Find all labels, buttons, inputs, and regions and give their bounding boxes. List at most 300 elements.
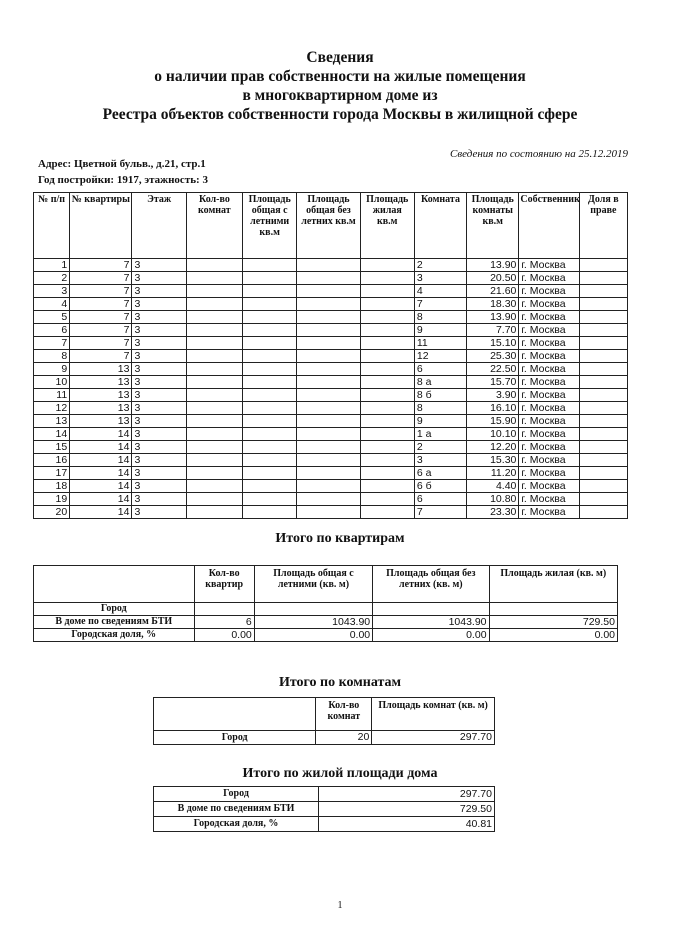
floor: 3 bbox=[132, 415, 186, 428]
empty-cell bbox=[186, 337, 242, 350]
empty-cell bbox=[360, 272, 414, 285]
empty-cell bbox=[297, 428, 360, 441]
apartment-number: 14 bbox=[70, 441, 132, 454]
owner: г. Москва bbox=[519, 298, 579, 311]
floor: 3 bbox=[132, 298, 186, 311]
empty-cell bbox=[360, 454, 414, 467]
row-number: 8 bbox=[34, 350, 70, 363]
room-area: 10.10 bbox=[467, 428, 519, 441]
row-number: 2 bbox=[34, 272, 70, 285]
row-number: 18 bbox=[34, 480, 70, 493]
share bbox=[579, 480, 627, 493]
empty-cell bbox=[243, 415, 297, 428]
apartment-number: 13 bbox=[70, 415, 132, 428]
owner: г. Москва bbox=[519, 311, 579, 324]
empty-cell bbox=[243, 324, 297, 337]
empty-cell bbox=[360, 350, 414, 363]
share bbox=[579, 493, 627, 506]
title-line-4: Реестра объектов собственности города Москвы в жилищной сфере bbox=[102, 106, 578, 123]
empty-cell bbox=[186, 285, 242, 298]
empty-cell bbox=[297, 389, 360, 402]
floor: 3 bbox=[132, 350, 186, 363]
rooms-table bbox=[33, 192, 628, 519]
row-number: 4 bbox=[34, 298, 70, 311]
room-number: 6 bbox=[414, 363, 466, 376]
empty-cell bbox=[360, 259, 414, 272]
totals-living-table bbox=[153, 786, 495, 832]
empty-cell bbox=[243, 376, 297, 389]
floor: 3 bbox=[132, 454, 186, 467]
share bbox=[579, 428, 627, 441]
empty-cell bbox=[243, 493, 297, 506]
share bbox=[579, 467, 627, 480]
table-row bbox=[154, 817, 495, 832]
table-row bbox=[34, 467, 628, 480]
room-area: 15.90 bbox=[467, 415, 519, 428]
empty-cell bbox=[243, 337, 297, 350]
empty-cell bbox=[243, 311, 297, 324]
empty-cell bbox=[297, 441, 360, 454]
empty-cell bbox=[360, 376, 414, 389]
value-cell: 6 bbox=[194, 616, 254, 629]
row-label: Город bbox=[154, 731, 316, 745]
empty-cell bbox=[360, 441, 414, 454]
floor-header: Этаж bbox=[132, 193, 186, 259]
room-number: 8 б bbox=[414, 389, 466, 402]
empty-cell bbox=[186, 298, 242, 311]
value-cell: 0.00 bbox=[194, 629, 254, 642]
empty-cell bbox=[243, 363, 297, 376]
value-cell: 729.50 bbox=[489, 616, 617, 629]
owner: г. Москва bbox=[519, 402, 579, 415]
floor: 3 bbox=[132, 389, 186, 402]
table-row bbox=[34, 389, 628, 402]
row-number: 6 bbox=[34, 324, 70, 337]
room-number: 2 bbox=[414, 259, 466, 272]
room-area: 13.90 bbox=[467, 259, 519, 272]
owner: г. Москва bbox=[519, 480, 579, 493]
empty-cell bbox=[186, 454, 242, 467]
share bbox=[579, 350, 627, 363]
apartment-number: 14 bbox=[70, 428, 132, 441]
apartment-number: 7 bbox=[70, 337, 132, 350]
room-number: 12 bbox=[414, 350, 466, 363]
room-area: 22.50 bbox=[467, 363, 519, 376]
empty-cell bbox=[243, 454, 297, 467]
share bbox=[579, 454, 627, 467]
share bbox=[579, 311, 627, 324]
empty-cell bbox=[186, 402, 242, 415]
room-number: 9 bbox=[414, 324, 466, 337]
owner-header: Собственник bbox=[519, 193, 579, 259]
empty-cell bbox=[297, 324, 360, 337]
empty-cell bbox=[360, 506, 414, 519]
apartment-number: 14 bbox=[70, 493, 132, 506]
share bbox=[579, 402, 627, 415]
room-area: 15.30 bbox=[467, 454, 519, 467]
document-title bbox=[0, 48, 680, 124]
room-area-header: Площадь комнат (кв. м) bbox=[372, 698, 495, 731]
empty-cell bbox=[360, 428, 414, 441]
value-cell: 0.00 bbox=[254, 629, 372, 642]
empty-cell bbox=[186, 428, 242, 441]
build-info: Год постройки: 1917, этажность: 3 bbox=[38, 174, 208, 186]
owner: г. Москва bbox=[519, 285, 579, 298]
table-row bbox=[34, 337, 628, 350]
floor: 3 bbox=[132, 337, 186, 350]
apartment-number: 7 bbox=[70, 285, 132, 298]
empty-cell bbox=[360, 324, 414, 337]
share bbox=[579, 415, 627, 428]
room-area: 12.20 bbox=[467, 441, 519, 454]
empty-cell bbox=[297, 415, 360, 428]
share bbox=[579, 298, 627, 311]
floor: 3 bbox=[132, 441, 186, 454]
empty-cell bbox=[186, 415, 242, 428]
table-row bbox=[34, 616, 618, 629]
title-line-2: о наличии прав собственности на жилые помещения bbox=[154, 68, 526, 85]
table-row bbox=[34, 506, 628, 519]
empty-cell bbox=[360, 337, 414, 350]
value-cell bbox=[254, 603, 372, 616]
title-line-3: в многоквартирном доме из bbox=[242, 87, 438, 104]
num-header: № п/п bbox=[34, 193, 70, 259]
room-count-value: 20 bbox=[316, 731, 372, 745]
apartment-number: 7 bbox=[70, 272, 132, 285]
empty-cell bbox=[243, 259, 297, 272]
row-number: 9 bbox=[34, 363, 70, 376]
row-number: 11 bbox=[34, 389, 70, 402]
room-area: 23.30 bbox=[467, 506, 519, 519]
room-area: 13.90 bbox=[467, 311, 519, 324]
floor: 3 bbox=[132, 324, 186, 337]
room-area: 25.30 bbox=[467, 350, 519, 363]
empty-cell bbox=[186, 272, 242, 285]
table-row bbox=[34, 493, 628, 506]
table-row bbox=[34, 272, 628, 285]
table-row bbox=[34, 350, 628, 363]
empty-cell bbox=[186, 376, 242, 389]
owner: г. Москва bbox=[519, 259, 579, 272]
empty-cell bbox=[243, 285, 297, 298]
row-number: 1 bbox=[34, 259, 70, 272]
empty-cell bbox=[297, 285, 360, 298]
floor: 3 bbox=[132, 493, 186, 506]
empty-cell bbox=[243, 298, 297, 311]
empty-cell bbox=[243, 272, 297, 285]
room-area: 21.60 bbox=[467, 285, 519, 298]
table-row bbox=[34, 603, 618, 616]
apartment-number: 13 bbox=[70, 376, 132, 389]
row-label: Город bbox=[34, 603, 195, 616]
row-label: Городская доля, % bbox=[34, 629, 195, 642]
table-row bbox=[154, 802, 495, 817]
room-number: 8 а bbox=[414, 376, 466, 389]
table-row bbox=[34, 285, 628, 298]
empty-cell bbox=[360, 467, 414, 480]
status-date: Сведения по состоянию на 25.12.2019 bbox=[450, 148, 628, 160]
empty-cell bbox=[297, 454, 360, 467]
apt-header: № квартиры bbox=[70, 193, 132, 259]
apartment-number: 7 bbox=[70, 350, 132, 363]
rooms-count-header: Кол-во комнат bbox=[186, 193, 242, 259]
empty-cell bbox=[360, 389, 414, 402]
empty-cell bbox=[360, 363, 414, 376]
empty-cell bbox=[186, 493, 242, 506]
table-row bbox=[154, 731, 495, 745]
living-area-header: Площадь жилая (кв. м) bbox=[489, 566, 617, 603]
empty-cell bbox=[186, 389, 242, 402]
row-number: 17 bbox=[34, 467, 70, 480]
owner: г. Москва bbox=[519, 428, 579, 441]
living-area-header: Площадь жилая кв.м bbox=[360, 193, 414, 259]
room-area: 18.30 bbox=[467, 298, 519, 311]
empty-cell bbox=[186, 311, 242, 324]
empty-cell bbox=[360, 480, 414, 493]
room-number: 7 bbox=[414, 298, 466, 311]
floor: 3 bbox=[132, 402, 186, 415]
totals-apartments-heading: Итого по квартирам bbox=[275, 531, 405, 546]
room-area: 15.10 bbox=[467, 337, 519, 350]
share bbox=[579, 376, 627, 389]
value-cell: 1043.90 bbox=[373, 616, 489, 629]
share bbox=[579, 285, 627, 298]
room-area-header: Площадь комнаты кв.м bbox=[467, 193, 519, 259]
table-row bbox=[154, 787, 495, 802]
row-number: 10 bbox=[34, 376, 70, 389]
floor: 3 bbox=[132, 272, 186, 285]
table-row bbox=[34, 415, 628, 428]
floor: 3 bbox=[132, 428, 186, 441]
empty-cell bbox=[360, 298, 414, 311]
owner: г. Москва bbox=[519, 337, 579, 350]
table-row bbox=[34, 259, 628, 272]
table-row bbox=[34, 480, 628, 493]
share-header: Доля в праве bbox=[579, 193, 627, 259]
row-number: 16 bbox=[34, 454, 70, 467]
empty-cell bbox=[297, 363, 360, 376]
empty-cell bbox=[297, 337, 360, 350]
table-row bbox=[34, 441, 628, 454]
area-with-summer-header: Площадь общая с летними кв.м bbox=[243, 193, 297, 259]
empty-cell bbox=[360, 311, 414, 324]
empty-cell bbox=[297, 311, 360, 324]
floor: 3 bbox=[132, 376, 186, 389]
page-number: 1 bbox=[337, 900, 343, 911]
room-area: 20.50 bbox=[467, 272, 519, 285]
empty-cell bbox=[360, 285, 414, 298]
address: Адрес: Цветной бульв., д.21, стр.1 bbox=[38, 158, 206, 170]
room-number: 3 bbox=[414, 272, 466, 285]
empty-cell bbox=[243, 402, 297, 415]
totals-living-heading: Итого по жилой площади дома bbox=[242, 766, 438, 781]
room-number: 11 bbox=[414, 337, 466, 350]
empty-cell bbox=[297, 350, 360, 363]
empty-cell bbox=[186, 259, 242, 272]
table-row bbox=[34, 311, 628, 324]
empty-header-cell bbox=[154, 698, 316, 731]
room-number: 8 bbox=[414, 311, 466, 324]
row-label: Город bbox=[154, 787, 319, 802]
empty-cell bbox=[243, 428, 297, 441]
share bbox=[579, 272, 627, 285]
owner: г. Москва bbox=[519, 376, 579, 389]
table-row bbox=[34, 454, 628, 467]
rooms-table-header bbox=[34, 193, 628, 259]
value-cell: 0.00 bbox=[373, 629, 489, 642]
apartment-number: 13 bbox=[70, 402, 132, 415]
room-area: 3.90 bbox=[467, 389, 519, 402]
empty-cell bbox=[243, 350, 297, 363]
room-number: 4 bbox=[414, 285, 466, 298]
room-number: 8 bbox=[414, 402, 466, 415]
empty-cell bbox=[297, 493, 360, 506]
row-number: 5 bbox=[34, 311, 70, 324]
apartment-number: 13 bbox=[70, 363, 132, 376]
owner: г. Москва bbox=[519, 389, 579, 402]
empty-cell bbox=[186, 480, 242, 493]
room-header: Комната bbox=[414, 193, 466, 259]
empty-cell bbox=[243, 441, 297, 454]
room-number: 2 bbox=[414, 441, 466, 454]
apt-count-header: Кол-во квартир bbox=[194, 566, 254, 603]
owner: г. Москва bbox=[519, 467, 579, 480]
row-label: В доме по сведениям БТИ bbox=[154, 802, 319, 817]
owner: г. Москва bbox=[519, 454, 579, 467]
apartment-number: 7 bbox=[70, 311, 132, 324]
floor: 3 bbox=[132, 467, 186, 480]
apartment-number: 13 bbox=[70, 389, 132, 402]
apartment-number: 14 bbox=[70, 454, 132, 467]
share bbox=[579, 441, 627, 454]
floor: 3 bbox=[132, 259, 186, 272]
empty-cell bbox=[243, 389, 297, 402]
owner: г. Москва bbox=[519, 441, 579, 454]
room-number: 3 bbox=[414, 454, 466, 467]
apartment-number: 14 bbox=[70, 506, 132, 519]
empty-cell bbox=[243, 480, 297, 493]
share bbox=[579, 363, 627, 376]
share bbox=[579, 337, 627, 350]
room-number: 9 bbox=[414, 415, 466, 428]
apartment-number: 7 bbox=[70, 324, 132, 337]
room-number: 7 bbox=[414, 506, 466, 519]
row-number: 13 bbox=[34, 415, 70, 428]
empty-cell bbox=[297, 272, 360, 285]
value-cell bbox=[194, 603, 254, 616]
share bbox=[579, 324, 627, 337]
table-row bbox=[34, 324, 628, 337]
owner: г. Москва bbox=[519, 415, 579, 428]
apartment-number: 14 bbox=[70, 467, 132, 480]
table-row bbox=[34, 363, 628, 376]
table-row bbox=[34, 428, 628, 441]
empty-cell bbox=[243, 506, 297, 519]
area-without-summer-header: Площадь общая без летних (кв. м) bbox=[373, 566, 489, 603]
room-area-value: 297.70 bbox=[372, 731, 495, 745]
room-number: 6 а bbox=[414, 467, 466, 480]
empty-cell bbox=[186, 441, 242, 454]
table-row bbox=[34, 376, 628, 389]
share bbox=[579, 259, 627, 272]
empty-cell bbox=[186, 506, 242, 519]
value-cell bbox=[489, 603, 617, 616]
empty-cell bbox=[186, 324, 242, 337]
owner: г. Москва bbox=[519, 363, 579, 376]
row-number: 7 bbox=[34, 337, 70, 350]
owner: г. Москва bbox=[519, 324, 579, 337]
owner: г. Москва bbox=[519, 493, 579, 506]
owner: г. Москва bbox=[519, 506, 579, 519]
empty-cell bbox=[297, 259, 360, 272]
room-number: 6 б bbox=[414, 480, 466, 493]
area-with-summer-header: Площадь общая с летними (кв. м) bbox=[254, 566, 372, 603]
room-area: 15.70 bbox=[467, 376, 519, 389]
room-area: 4.40 bbox=[467, 480, 519, 493]
empty-cell bbox=[297, 506, 360, 519]
value-cell: 297.70 bbox=[319, 787, 495, 802]
apartment-number: 14 bbox=[70, 480, 132, 493]
apartment-number: 7 bbox=[70, 259, 132, 272]
row-number: 19 bbox=[34, 493, 70, 506]
row-label: Городская доля, % bbox=[154, 817, 319, 832]
floor: 3 bbox=[132, 480, 186, 493]
value-cell bbox=[373, 603, 489, 616]
share bbox=[579, 389, 627, 402]
empty-cell bbox=[297, 467, 360, 480]
room-count-header: Кол-во комнат bbox=[316, 698, 372, 731]
value-cell: 1043.90 bbox=[254, 616, 372, 629]
totals-rooms-heading: Итого по комнатам bbox=[278, 675, 402, 690]
totals-apartments-table bbox=[33, 565, 618, 642]
room-area: 10.80 bbox=[467, 493, 519, 506]
empty-cell bbox=[360, 415, 414, 428]
empty-cell bbox=[186, 350, 242, 363]
value-cell: 0.00 bbox=[489, 629, 617, 642]
floor: 3 bbox=[132, 311, 186, 324]
floor: 3 bbox=[132, 285, 186, 298]
empty-header-cell bbox=[34, 566, 195, 603]
floor: 3 bbox=[132, 363, 186, 376]
row-number: 20 bbox=[34, 506, 70, 519]
row-number: 15 bbox=[34, 441, 70, 454]
empty-cell bbox=[186, 467, 242, 480]
row-number: 14 bbox=[34, 428, 70, 441]
room-area: 11.20 bbox=[467, 467, 519, 480]
row-number: 12 bbox=[34, 402, 70, 415]
room-area: 7.70 bbox=[467, 324, 519, 337]
empty-cell bbox=[243, 467, 297, 480]
empty-cell bbox=[186, 363, 242, 376]
empty-cell bbox=[360, 493, 414, 506]
table-row bbox=[34, 298, 628, 311]
value-cell: 40.81 bbox=[319, 817, 495, 832]
table-row bbox=[34, 629, 618, 642]
room-number: 1 а bbox=[414, 428, 466, 441]
floor: 3 bbox=[132, 506, 186, 519]
room-number: 6 bbox=[414, 493, 466, 506]
table-row bbox=[34, 402, 628, 415]
owner: г. Москва bbox=[519, 272, 579, 285]
empty-cell bbox=[360, 402, 414, 415]
area-without-summer-header: Площадь общая без летних кв.м bbox=[297, 193, 360, 259]
row-label: В доме по сведениям БТИ bbox=[34, 616, 195, 629]
room-area: 16.10 bbox=[467, 402, 519, 415]
empty-cell bbox=[297, 298, 360, 311]
totals-rooms-table bbox=[153, 697, 495, 745]
apartment-number: 7 bbox=[70, 298, 132, 311]
empty-cell bbox=[297, 480, 360, 493]
